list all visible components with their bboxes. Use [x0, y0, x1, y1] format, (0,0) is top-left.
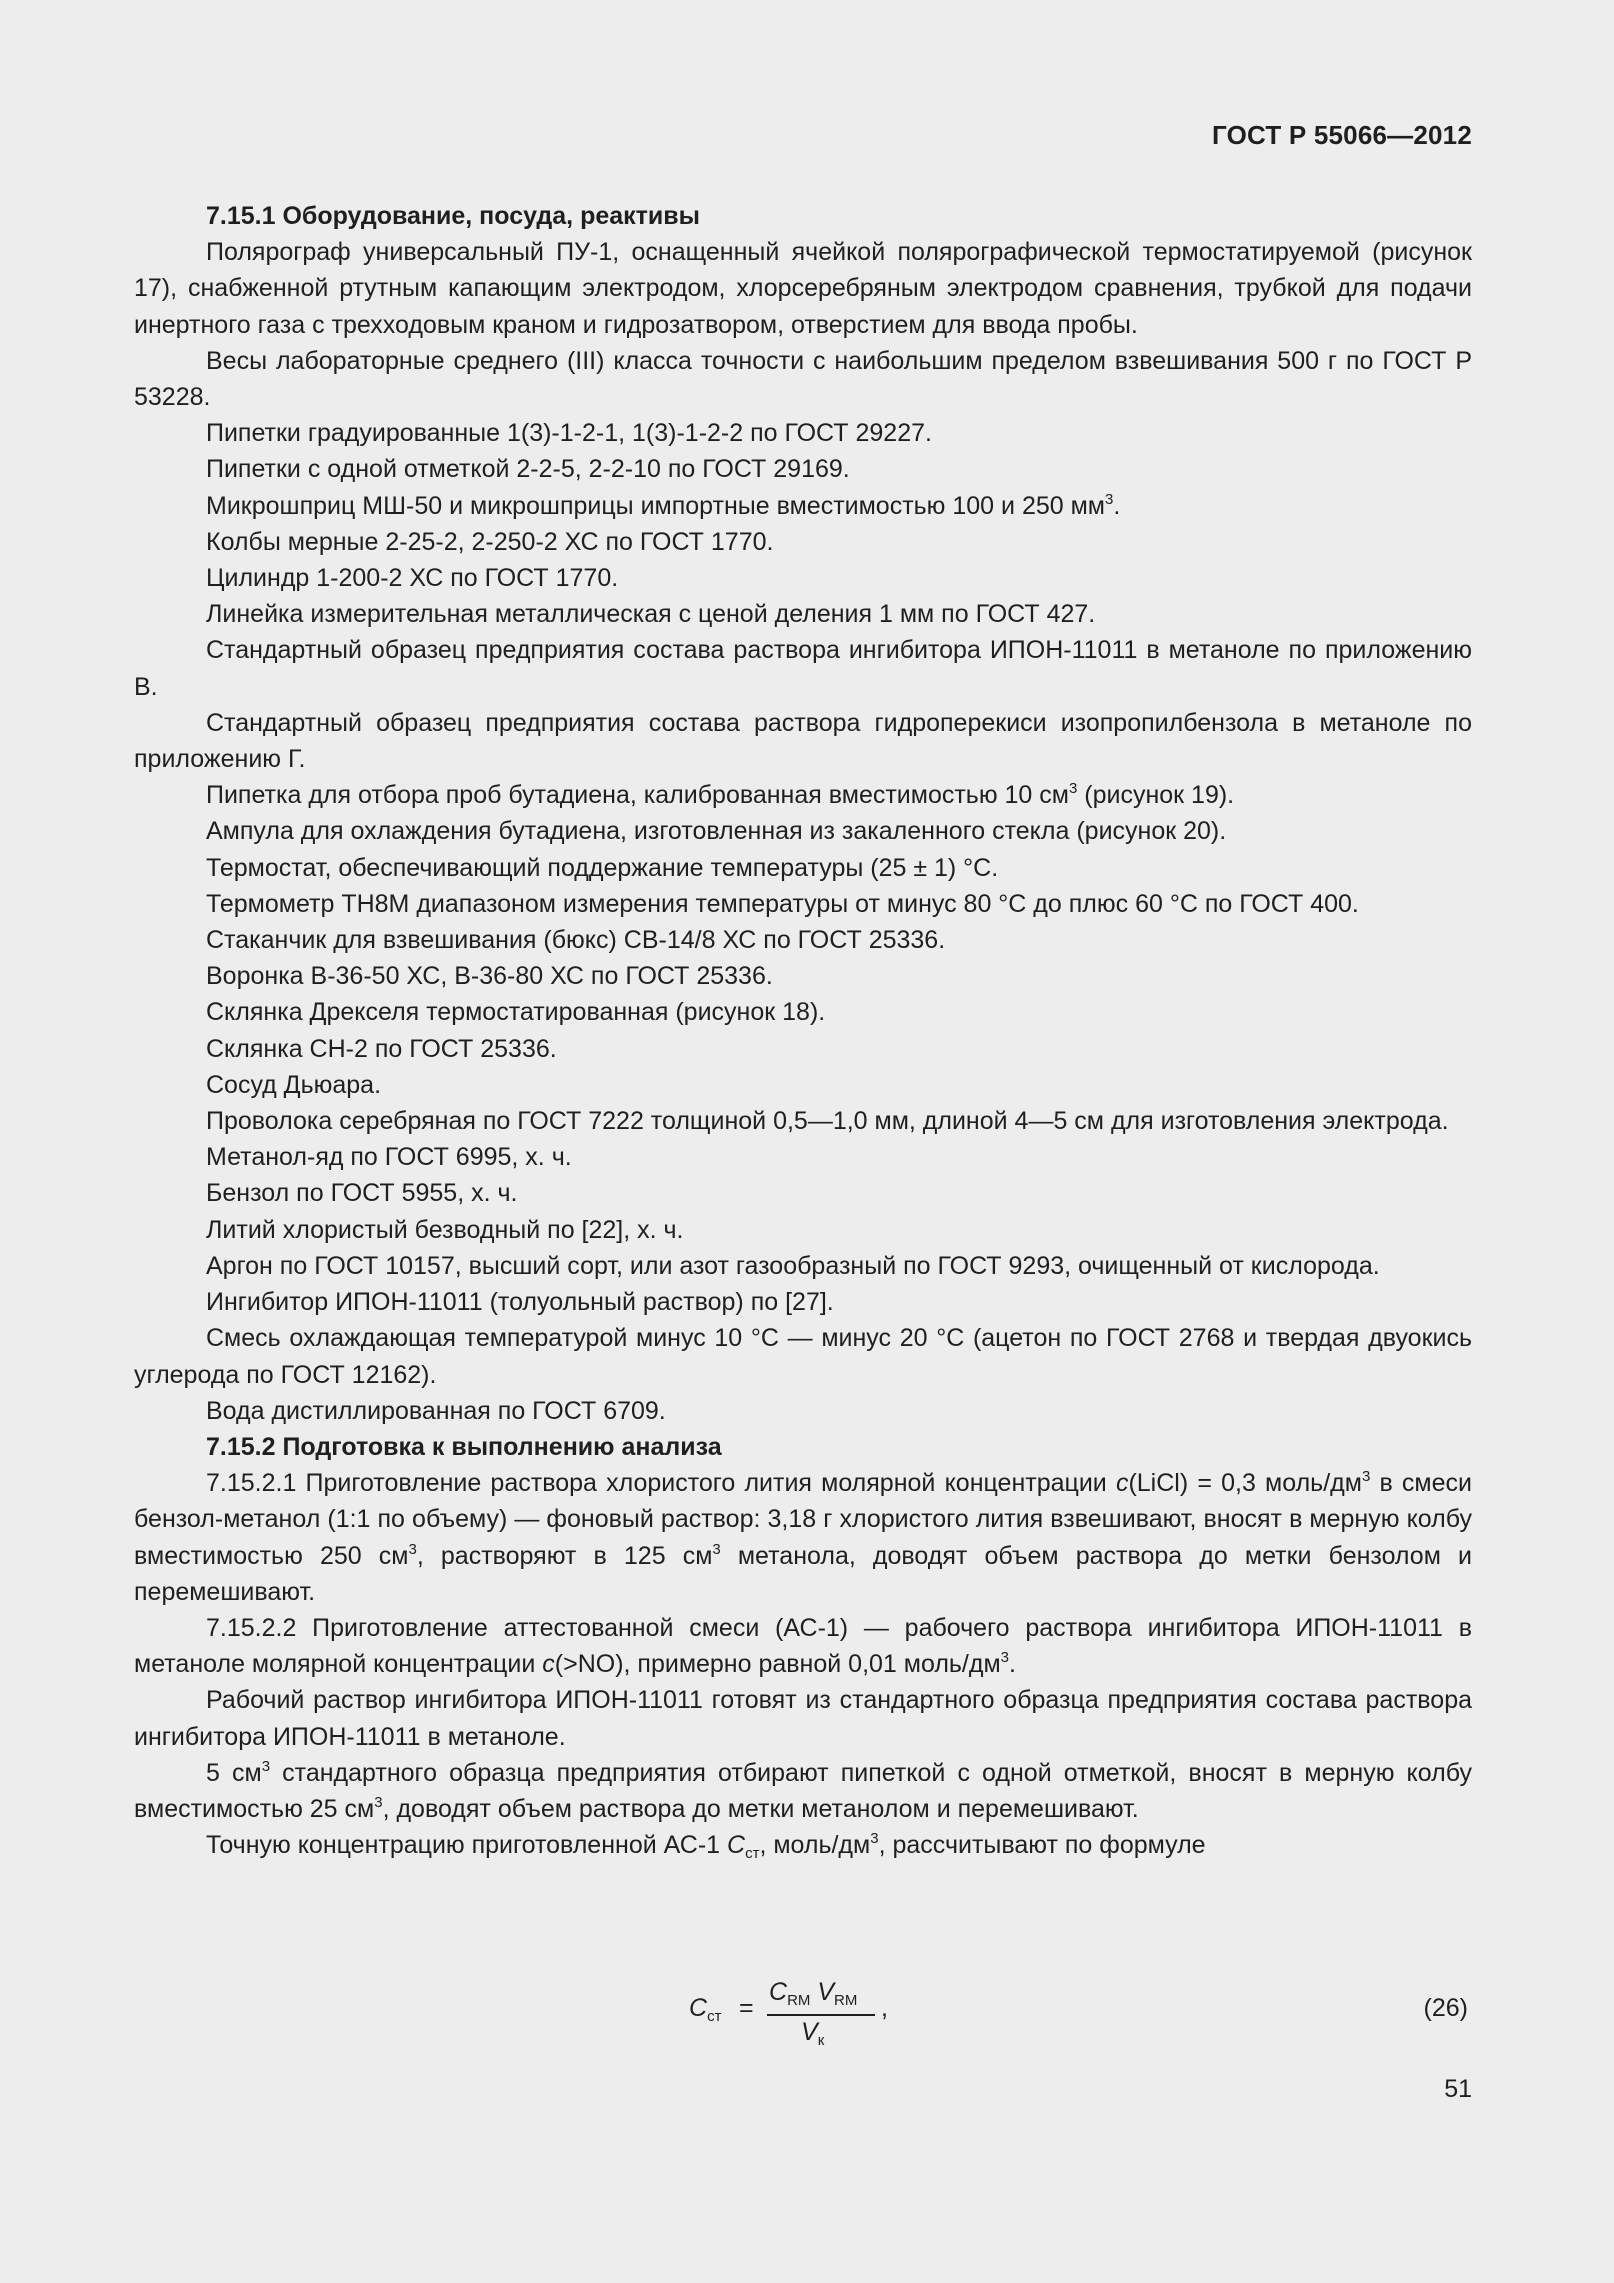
paragraph: Термометр ТН8М диапазоном измерения температуры от минус 80 °С до плюс 60 °С по ГОСТ 400.	[206, 889, 1359, 918]
paragraph: Аргон по ГОСТ 10157, высший сорт, или азот газообразный по ГОСТ 9293, очищенный от кислорода.	[206, 1251, 1380, 1280]
text: .	[1113, 491, 1121, 520]
paragraph: Весы лабораторные среднего (III) класса точности с наибольшим пределом взвешивания 500 г по ГОСТ Р 53228.	[134, 346, 1472, 412]
paragraph: Склянка Дрекселя термостатированная (рисунок 18).	[206, 998, 826, 1027]
text: 7.15.2.2 Приготовление аттестованной смеси (АС-1) — рабочего раствора ингибитора ИПОН-11011 в метаноле молярной концентрации	[134, 1613, 1472, 1679]
paragraph	[134, 1610, 1472, 1682]
paragraph: Пипетки градуированные 1(3)-1-2-1, 1(3)-1-2-2 по ГОСТ 29227.	[206, 419, 932, 448]
text: 5 см	[206, 1758, 262, 1787]
paragraph: Проволока серебряная по ГОСТ 7222 толщиной 0,5—1,0 мм, длиной 4—5 см для изготовления электрода.	[206, 1107, 1449, 1136]
formula-lhs	[689, 1994, 721, 2023]
paragraph: Ампула для охлаждения бутадиена, изготовленная из закаленного стекла (рисунок 20).	[206, 817, 1227, 846]
paragraph: Метанол-яд по ГОСТ 6995, х. ч.	[206, 1143, 572, 1172]
paragraph: Стандартный образец предприятия состава раствора гидроперекиси изопропилбензола в метаноле по приложению Г.	[134, 708, 1472, 774]
superscript: 3	[870, 1830, 879, 1848]
paragraph: Склянка СН-2 по ГОСТ 25336.	[206, 1034, 557, 1063]
paragraph: Цилиндр 1-200-2 ХС по ГОСТ 1770.	[206, 564, 619, 593]
paragraph: Полярограф универсальный ПУ-1, оснащенный ячейкой полярографической термостатируемой (рисунок 17), снабженной ртутным капающим электродом, хлорсеребряным электродом сравнения, трубкой для подачи инертного газа с трехходовым краном и гидрозатвором, отверстием для ввода пробы.	[134, 238, 1472, 339]
text: (LiCl) = 0,3 моль/дм	[1128, 1469, 1362, 1498]
paragraph	[134, 1755, 1472, 1827]
paragraph: Стандартный образец предприятия состава раствора ингибитора ИПОН-11011 в метаноле по приложению В.	[134, 636, 1472, 701]
paragraph: Воронка В-36-50 ХС, В-36-80 ХС по ГОСТ 25336.	[206, 962, 773, 991]
text: в смеси бензол-метанол (1:1 по объему) — фоновый раствор: 3,18 г хлористого лития взвешивают, вносят в мерную колбу вместимостью 250 см	[134, 1469, 1472, 1570]
formula-denominator	[801, 2018, 824, 2047]
text: Микрошприц МШ-50 и микрошприцы импортные вместимостью 100 и 250 мм	[206, 491, 1105, 520]
paragraph: Вода дистиллированная по ГОСТ 6709.	[206, 1396, 666, 1425]
text: , моль/дм	[759, 1831, 871, 1860]
subscript: ст	[707, 2008, 722, 2025]
paragraph: Бензол по ГОСТ 5955, х. ч.	[206, 1179, 518, 1208]
text: , растворяют в 125 см	[416, 1541, 713, 1570]
section-heading-7-15-1: 7.15.1 Оборудование, посуда, реактивы	[206, 202, 700, 230]
superscript: 3	[1000, 1649, 1009, 1667]
paragraph: Литий хлористый безводный по [22], х. ч.	[206, 1215, 684, 1244]
fraction-bar	[767, 2014, 875, 2016]
paragraph	[134, 1465, 1472, 1610]
text: стандартного образца предприятия отбирают пипеткой с одной отметкой, вносят в мерную колбу вместимостью 25 см	[134, 1758, 1472, 1823]
formula-numerator	[769, 1978, 857, 2007]
text: , рассчитывают по формуле	[878, 1831, 1206, 1860]
paragraph	[134, 1827, 1472, 1863]
document-header: ГОСТ Р 55066—2012	[1212, 120, 1472, 150]
symbol: c	[542, 1650, 555, 1679]
text: 7.15.2.1 Приготовление раствора хлористого лития молярной концентрации	[206, 1469, 1116, 1498]
paragraph	[134, 488, 1472, 524]
text: .	[1009, 1650, 1016, 1679]
superscript: 3	[374, 1793, 383, 1811]
text: (>NO), примерно равной 0,01 моль/дм	[554, 1650, 1001, 1679]
paragraph: Ингибитор ИПОН-11011 (толуольный раствор) по [27].	[206, 1288, 834, 1317]
subscript: ст	[745, 1845, 760, 1863]
paragraph: Смесь охлаждающая температурой минус 10 °С — минус 20 °С (ацетон по ГОСТ 2768 и твердая двуокись углерода по ГОСТ 12162).	[134, 1324, 1472, 1389]
superscript: 3	[1361, 1468, 1371, 1486]
superscript: 3	[712, 1540, 721, 1558]
text: Пипетка для отбора проб бутадиена, калиброванная вместимостью 10 см	[206, 781, 1069, 810]
superscript: 3	[1104, 490, 1114, 508]
paragraph	[134, 777, 1472, 813]
equation-number: (26)	[1423, 1994, 1468, 2022]
document-body	[134, 198, 1472, 1863]
superscript: 3	[1068, 780, 1078, 798]
symbol: C	[689, 1994, 708, 2022]
paragraph: Термостат, обеспечивающий поддержание температуры (25 ± 1) °С.	[206, 853, 999, 882]
subscript: RM	[834, 1992, 858, 2009]
superscript: 3	[408, 1540, 417, 1558]
page-number: 51	[1444, 2075, 1472, 2103]
formula-row	[134, 1978, 1472, 2058]
text: (рисунок 19).	[1077, 781, 1235, 810]
section-heading-7-15-2: 7.15.2 Подготовка к выполнению анализа	[206, 1432, 722, 1461]
text: , доводят объем раствора до метки метанолом и перемешивают.	[382, 1794, 1139, 1823]
paragraph: Сосуд Дьюара.	[206, 1070, 382, 1099]
formula-equals: =	[739, 1994, 754, 2022]
symbol: V	[801, 2018, 818, 2046]
text: Точную концентрацию приготовленной АС-1	[206, 1831, 727, 1860]
superscript: 3	[261, 1757, 271, 1775]
text: метанола, доводят объем раствора до метки бензолом и перемешивают.	[134, 1541, 1472, 1606]
paragraph: Рабочий раствор ингибитора ИПОН-11011 готовят из стандартного образца предприятия состава раствора ингибитора ИПОН-11011 в метаноле.	[134, 1686, 1472, 1751]
paragraph: Линейка измерительная металлическая с ценой деления 1 мм по ГОСТ 427.	[206, 600, 1096, 629]
paragraph: Колбы мерные 2-25-2, 2-250-2 ХС по ГОСТ 1770.	[206, 527, 774, 556]
formula-comma: ,	[881, 1994, 888, 2022]
symbol: C	[727, 1831, 746, 1860]
symbol: c	[1115, 1469, 1129, 1498]
symbol: C	[769, 1978, 788, 2006]
symbol: V	[817, 1978, 835, 2006]
paragraph: Пипетки с одной отметкой 2-2-5, 2-2-10 по ГОСТ 29169.	[206, 455, 850, 484]
subscript: к	[817, 2032, 825, 2049]
subscript: RM	[787, 1992, 811, 2009]
paragraph: Стаканчик для взвешивания (бюкс) СВ-14/8 ХС по ГОСТ 25336.	[206, 926, 946, 955]
